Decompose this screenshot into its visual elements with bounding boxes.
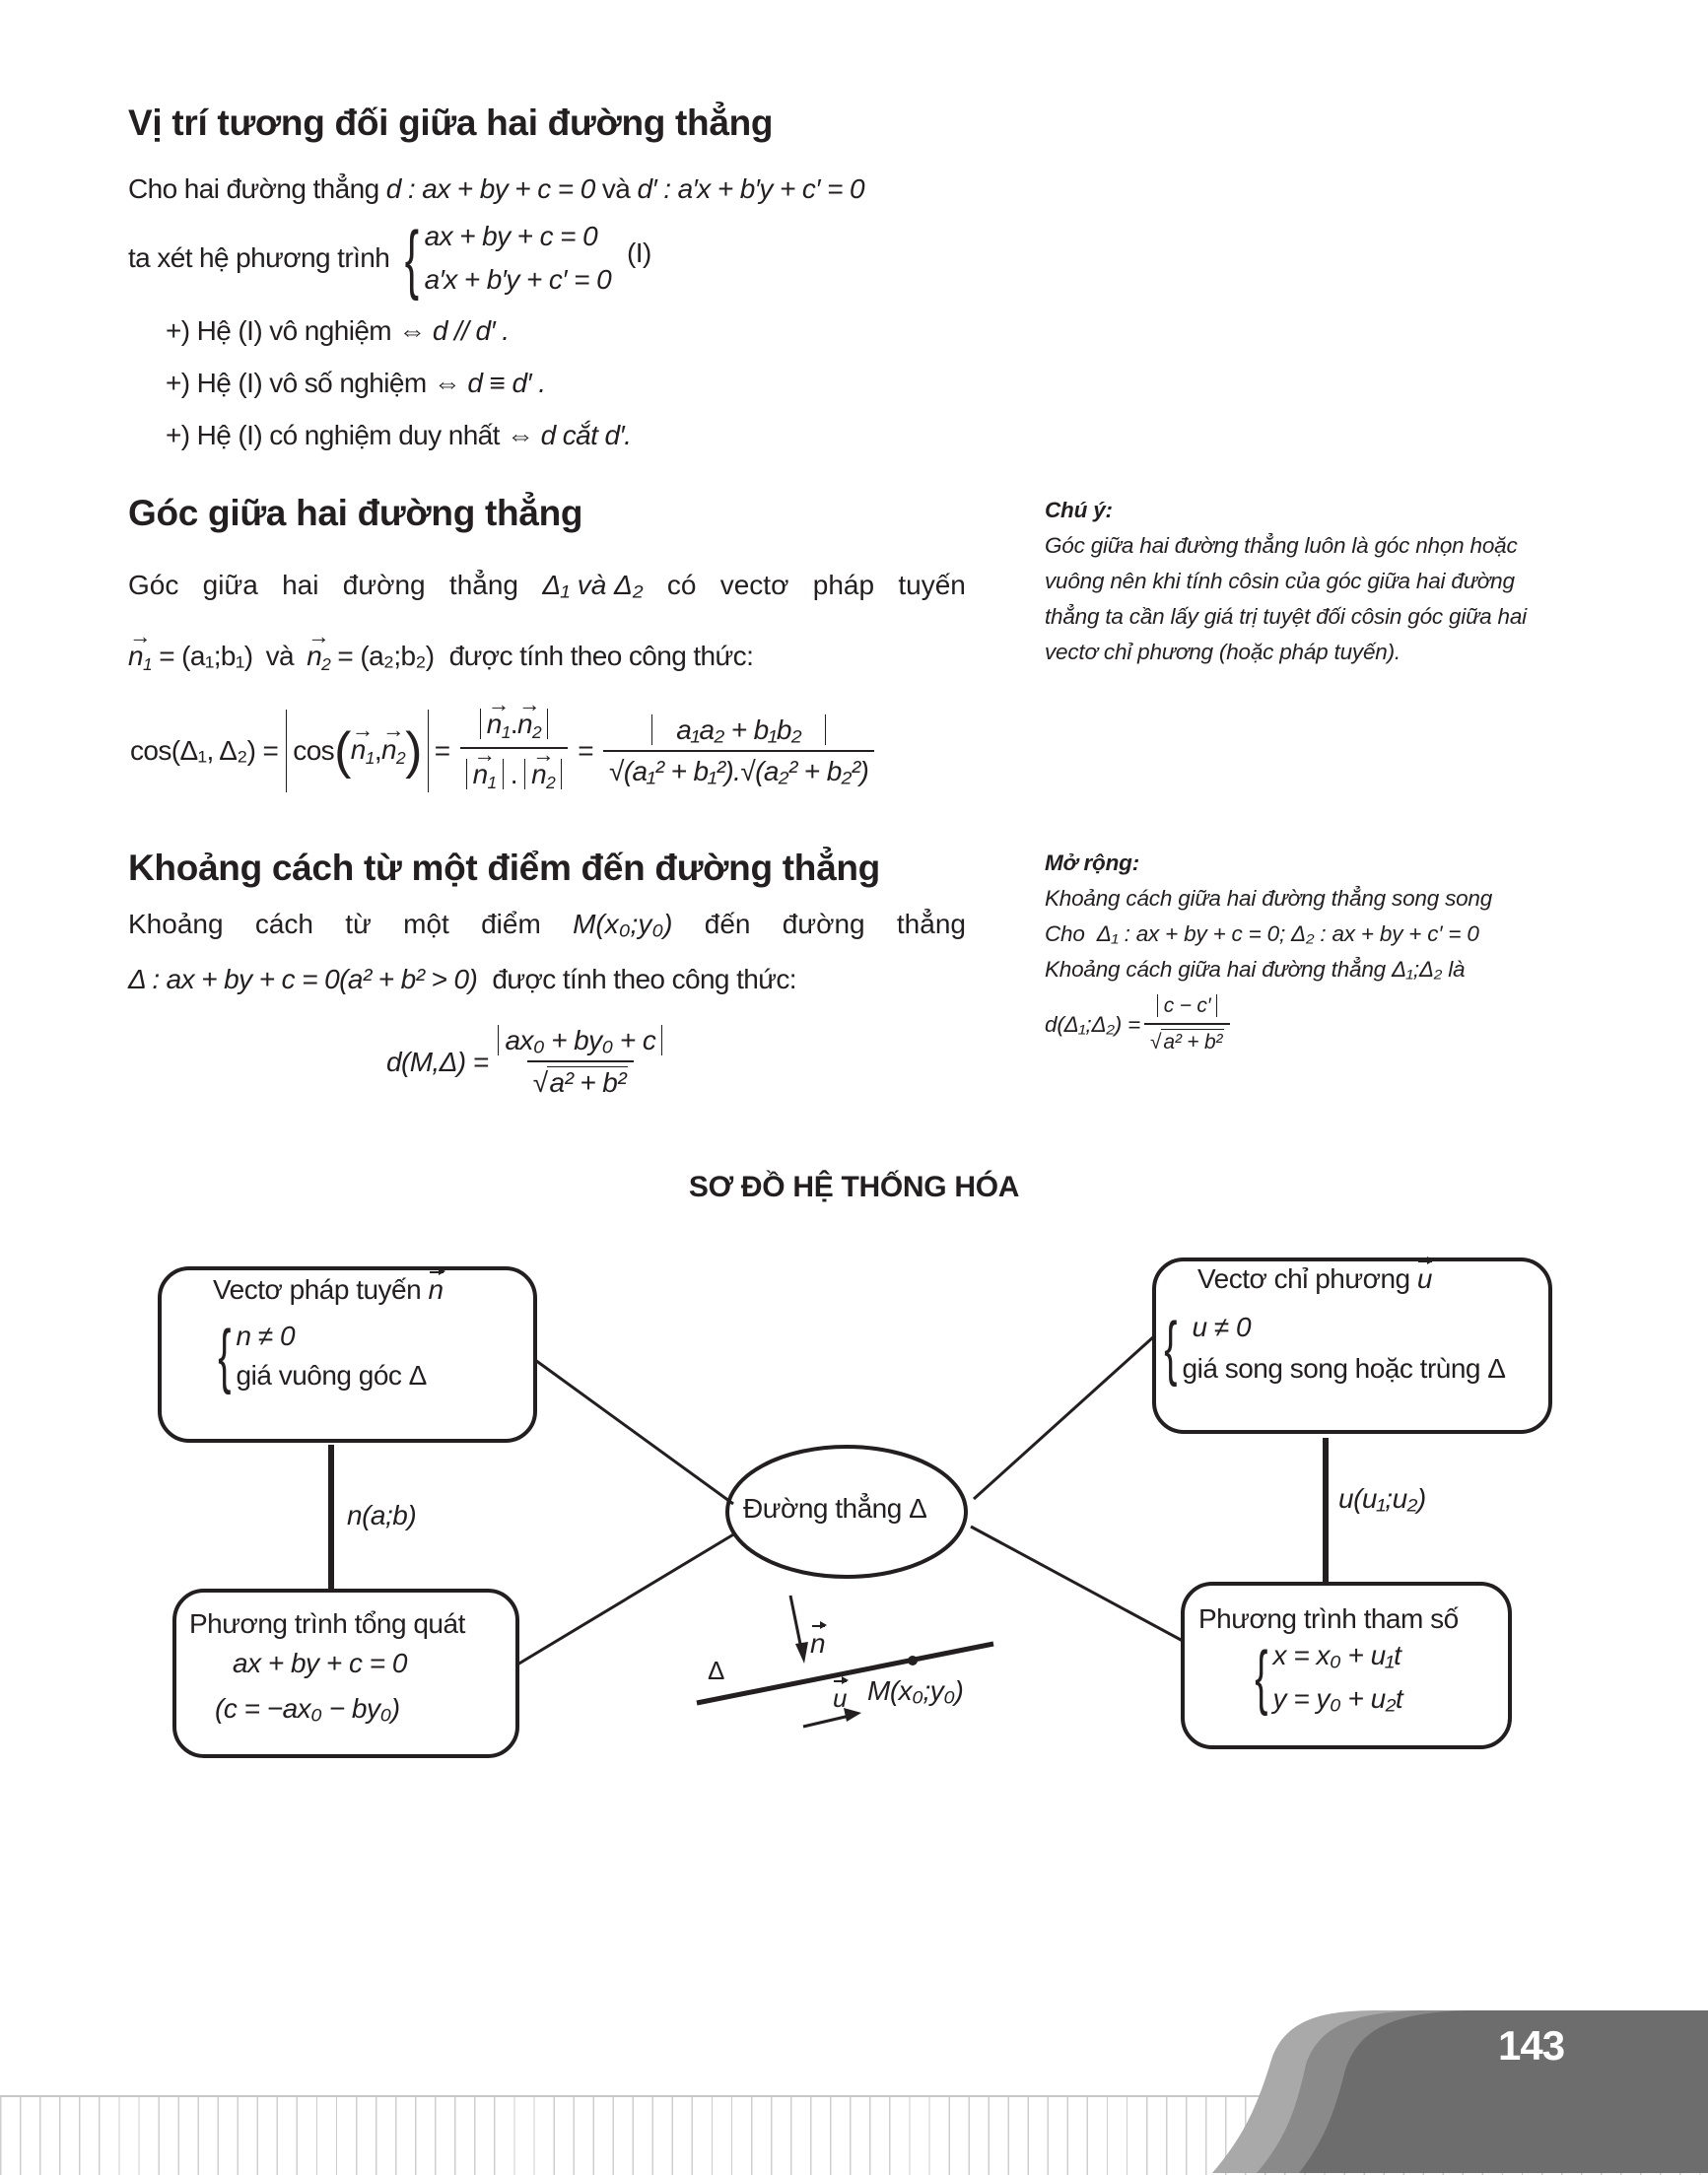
note-title: Mở rộng: (1045, 850, 1139, 875)
param-system: { x = x₀ + u₁t y = y₀ + u₂t (1250, 1634, 1402, 1721)
connector-general-center (517, 1533, 735, 1665)
denominator: a² + b² (549, 1067, 626, 1098)
word: Góc (128, 570, 179, 600)
param-x-equation: x = x₀ + u₁t (1272, 1640, 1401, 1670)
right-link-label: u(u₁;u₂) (1338, 1483, 1426, 1514)
left-link-label: n(a;b) (347, 1500, 417, 1530)
system-row-2: a′x + b′y + c′ = 0 (424, 264, 612, 295)
case-condition: +) Hệ (I) có nghiệm duy nhất (166, 420, 500, 450)
general-box-title: Phương trình tổng quát (189, 1608, 465, 1639)
formula-lhs: cos(Δ₁, Δ₂) = (130, 735, 279, 766)
abs-cos-n1-n2: cos ( → $n_1$ , → $n_2$ ) (286, 710, 429, 792)
conjunction: và (265, 641, 294, 671)
word: một (403, 909, 449, 939)
word: thẳng (896, 909, 966, 939)
word: có (666, 570, 697, 600)
word: thẳng (448, 570, 518, 600)
line-d-prime-equation: d′ : a′x + b′y + c′ = 0 (637, 173, 865, 204)
connector-param-center (971, 1527, 1183, 1641)
word: đường (342, 570, 426, 600)
note-line: vuông nên khi tính côsin của góc giữa hai đường (1045, 569, 1515, 593)
center-label: Đường thẳng Δ (743, 1493, 927, 1524)
case-result: d // d′ . (432, 315, 510, 346)
vector-fraction: → $n_1.\to n_2$ → $n_1$ . → $n_2$ (460, 709, 569, 793)
word: vectơ (719, 570, 789, 600)
line-d-equation: d : ax + by + c = 0 (385, 173, 595, 204)
n-vector-label: n (428, 1274, 444, 1305)
numerator: c − c′ (1157, 994, 1218, 1017)
word: từ (345, 909, 372, 939)
normal-condition-2: giá vuông góc Δ (236, 1360, 427, 1391)
n1-coordinates: = (a₁;b₁) (159, 641, 253, 671)
normal-vector-n1: → $n_1$ (128, 641, 152, 675)
normal-arrow-head (795, 1642, 808, 1664)
formula-intro: được tính theo công thức: (492, 964, 796, 994)
point-m-dot (908, 1656, 918, 1665)
direction-arrow-shaft (803, 1716, 850, 1727)
direction-condition-2: giá song song hoặc trùng Δ (1182, 1353, 1506, 1384)
word: giữa (202, 570, 258, 600)
sketch-delta-label: Δ (708, 1656, 724, 1685)
note-line: Góc giữa hai đường thẳng luôn là góc nhọn hoặc (1045, 533, 1518, 558)
sketch-normal-label: n (810, 1628, 826, 1659)
vector-n2: → $n_2$ (381, 734, 405, 769)
word: pháp (812, 570, 875, 600)
u-vector-label: u (1416, 1263, 1432, 1294)
param-y-equation: y = y₀ + u₂t (1272, 1683, 1403, 1714)
direction-box-conditions: { u ≠ 0 giá song song hoặc trùng Δ (1164, 1309, 1506, 1388)
note-line: vectơ chỉ phương (hoặc pháp tuyến). (1045, 640, 1401, 664)
heading-angle: Góc giữa hai đường thẳng (128, 493, 583, 533)
denominator: a² + b² (1163, 1031, 1223, 1054)
note-line: Khoảng cách giữa hai đường thẳng Δ₁;Δ₂ là (1045, 957, 1466, 982)
general-equation: ax + by + c = 0 (233, 1648, 407, 1678)
case-result: d cắt d′. (540, 420, 632, 450)
iff-symbol: ⇔ (507, 420, 534, 450)
heading-distance: Khoảng cách từ một điểm đến đường thẳng (128, 848, 880, 888)
note-line: Khoảng cách giữa hai đường thẳng song song (1045, 886, 1493, 911)
brace-icon: { (404, 215, 419, 302)
system-label: (I) (627, 238, 651, 268)
point-m: M(x₀;y₀) (573, 909, 673, 939)
word: hai (282, 570, 319, 600)
connector-normal-center (535, 1360, 733, 1504)
heading-relative-position: Vị trí tương đối giữa hai đường thẳng (128, 102, 774, 143)
direction-box-title: Vectơ chỉ phương u (1197, 1263, 1432, 1294)
sketch-point-label: M(x₀;y₀) (867, 1675, 964, 1706)
sketch-direction-label: u (833, 1683, 847, 1713)
cosine-formula: cos(Δ₁, Δ₂) = cos ( → $n_1$ , → $n_2$ ) = → $n_1.\to n_2$ → $n_1$ . → $n_2$ = $\frac{\text{a₁a₂ + b₁b₂}}{\text{√(a₁² + b₁²).√(a₂² + b₂²)}}$ (130, 702, 878, 800)
page-number: 143 (1498, 2022, 1565, 2069)
intro-prefix: Cho hai đường thẳng (128, 173, 379, 204)
conjunction: và (601, 173, 631, 204)
page-tab (1183, 1991, 1708, 2173)
line-delta-equation: Δ : ax + by + c = 0(a² + b² > 0) (128, 964, 478, 994)
delta-pair: Δ₁ và Δ₂ (542, 570, 644, 600)
normal-condition-1: n ≠ 0 (236, 1321, 296, 1351)
formula-lhs: d(Δ₁;Δ₂) = (1045, 1011, 1141, 1037)
distance-fraction: $\frac{\text{ax₀ + by₀ + c}}{\text{√a² + b²}}$ (492, 1025, 668, 1099)
word: Khoảng (128, 909, 224, 939)
word: đường (782, 909, 865, 939)
note-line: thẳng ta cần lấy giá trị tuyệt đối côsin góc giữa hai (1045, 604, 1527, 629)
iff-symbol: ⇔ (398, 315, 426, 346)
cos-label: cos (293, 735, 335, 766)
general-c-value: (c = −ax₀ − by₀) (215, 1693, 400, 1724)
word: cách (254, 909, 313, 939)
word: tuyến (898, 570, 966, 600)
system-row-1: ax + by + c = 0 (424, 221, 598, 251)
iff-symbol: ⇔ (433, 368, 461, 398)
formula-lhs: d(M,Δ) = (386, 1046, 489, 1077)
normal-box-conditions: { n ≠ 0 giá vuông góc Δ (218, 1317, 427, 1395)
note-title: Chú ý: (1045, 498, 1113, 522)
formula-intro: được tính theo công thức: (448, 641, 754, 671)
n2-coordinates: = (a₂;b₂) (337, 641, 435, 671)
numerator: ax₀ + by₀ + c (498, 1025, 662, 1055)
normal-box-title: Vectơ pháp tuyến n (213, 1274, 444, 1305)
magnitude-product: √(a₁² + b₁²).√(a₂² + b₂²) (603, 750, 874, 787)
parallel-distance-formula: d(Δ₁;Δ₂) = $\frac{c - c'}{\text{√a² + b²}}$ (1045, 993, 1616, 1055)
case-result: d ≡ d′ . (467, 368, 546, 398)
case-condition: +) Hệ (I) vô số nghiệm (166, 368, 427, 398)
dot-product: a₁a₂ + b₁b₂ (651, 714, 826, 745)
note-line: Cho Δ₁ : ax + by + c = 0; Δ₂ : ax + by + c′ = 0 (1045, 921, 1479, 946)
param-box-title: Phương trình tham số (1198, 1603, 1459, 1634)
word: điểm (481, 909, 541, 939)
normal-vector-n2: → $n_2$ (307, 641, 330, 675)
word: đến (704, 909, 751, 939)
connector-direction-center (974, 1336, 1154, 1499)
diagram-title: SƠ ĐỒ HỆ THỐNG HÓA (688, 1171, 1020, 1203)
system-prefix: ta xét hệ phương trình (128, 242, 390, 273)
vector-n1: → $n_1$ (351, 734, 375, 769)
direction-condition-1: u ≠ 0 (1192, 1312, 1252, 1342)
case-condition: +) Hệ (I) vô nghiệm (166, 315, 392, 346)
